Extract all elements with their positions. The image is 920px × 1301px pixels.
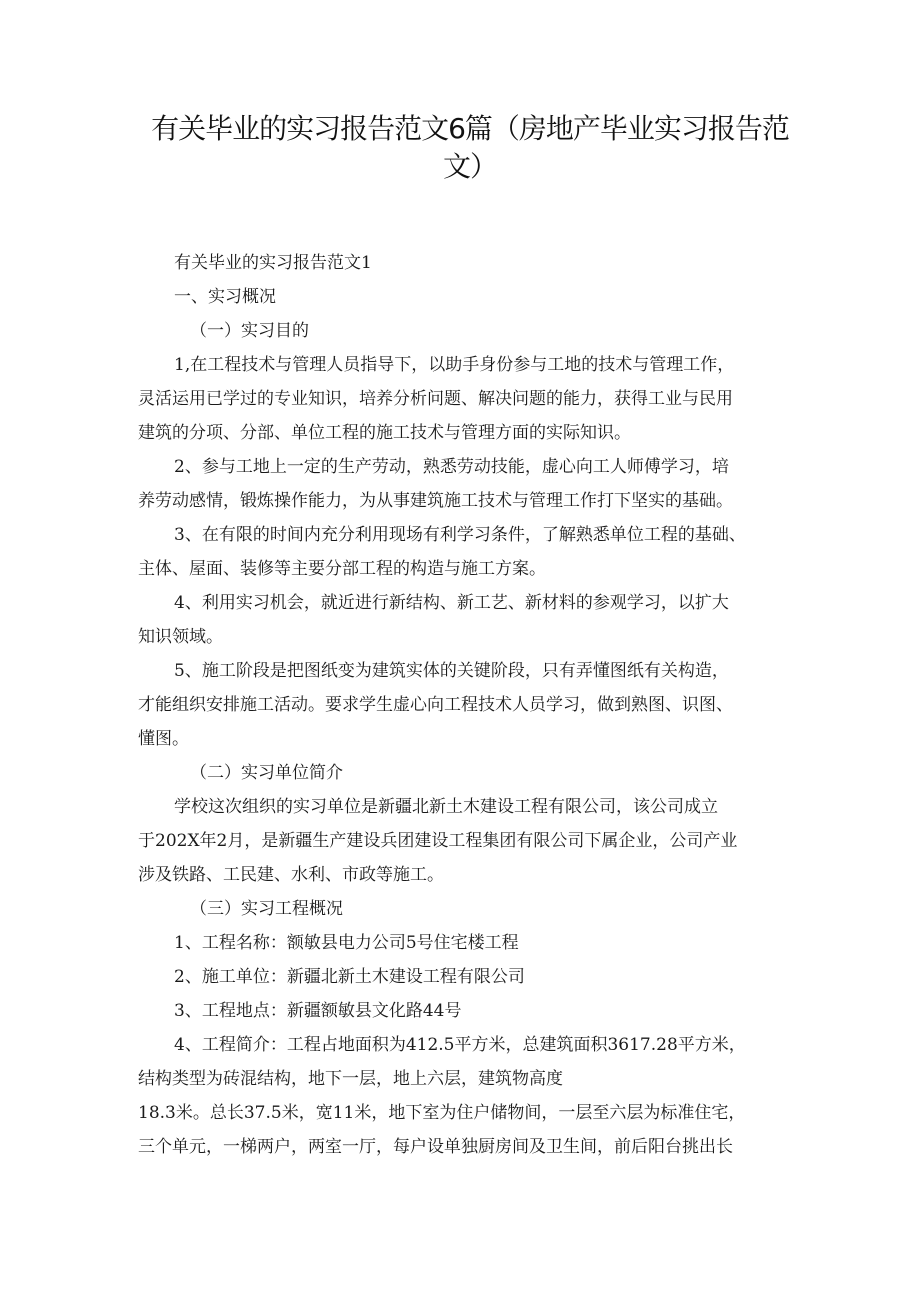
paragraph-line: 1、工程名称：额敏县电力公司5号住宅楼工程 (174, 933, 519, 953)
paragraph-line: 2、参与工地上一定的生产劳动，熟悉劳动技能，虚心向工人师傅学习，培 (174, 457, 729, 477)
paragraph-line: 有关毕业的实习报告范文1 (174, 253, 372, 273)
paragraph-line: （一）实习目的 (190, 321, 309, 341)
paragraph (138, 1028, 786, 1164)
paragraph-line: 灵活运用已学过的专业知识，培养分析问题、解决问题的能力，获得工业与民用 (138, 389, 733, 409)
paragraph (138, 926, 786, 960)
paragraph (138, 280, 786, 314)
paragraph-line: 于202X年2月，是新疆生产建设兵团建设工程集团有限公司下属企业，公司产业 (138, 831, 738, 851)
paragraph-line: 学校这次组织的实习单位是新疆北新土木建设工程有限公司，该公司成立 (174, 797, 718, 817)
paragraph-line: 懂图。 (138, 729, 189, 749)
paragraph-line: 主体、屋面、装修等主要分部工程的构造与施工方案。 (138, 559, 546, 579)
paragraph (138, 756, 786, 790)
paragraph (138, 790, 786, 892)
paragraph (138, 994, 786, 1028)
paragraph-line: 3、工程地点：新疆额敏县文化路44号 (174, 1001, 462, 1021)
paragraph (138, 960, 786, 994)
document-body (138, 246, 786, 1164)
paragraph (138, 518, 786, 586)
paragraph-line: 一、实习概况 (174, 287, 276, 307)
paragraph (138, 348, 786, 450)
paragraph-line: 4、利用实习机会，就近进行新结构、新工艺、新材料的参观学习，以扩大 (174, 593, 729, 613)
paragraph-line: 建筑的分项、分部、单位工程的施工技术与管理方面的实际知识。 (138, 423, 631, 443)
document-title: 有关毕业的实习报告范文6篇（房地产毕业实习报告范文） (151, 112, 789, 183)
paragraph-line: 3、在有限的时间内充分利用现场有利学习条件，了解熟悉单位工程的基础、 (174, 525, 746, 545)
paragraph-line: 4、工程简介：工程占地面积为412.5平方米，总建筑面积3617.28平方米， (174, 1035, 746, 1055)
paragraph-line: 知识领域。 (138, 627, 223, 647)
paragraph (138, 892, 786, 926)
paragraph-line: 涉及铁路、工民建、水利、市政等施工。 (138, 865, 444, 885)
paragraph-line: 才能组织安排施工活动。要求学生虚心向工程技术人员学习，做到熟图、识图、 (138, 695, 733, 715)
paragraph-line: （三）实习工程概况 (190, 899, 343, 919)
paragraph-line: 18.3米。总长37.5米，宽11米，地下室为住户储物间，一层至六层为标准住宅， (138, 1103, 746, 1123)
paragraph (138, 314, 786, 348)
paragraph-line: 三个单元，一梯两户，两室一厅，每户设单独厨房间及卫生间，前后阳台挑出长 (138, 1137, 733, 1157)
paragraph (138, 246, 786, 280)
paragraph (138, 450, 786, 518)
paragraph-line: 结构类型为砖混结构，地下一层，地上六层，建筑物高度 (138, 1069, 563, 1089)
paragraph-line: 5、施工阶段是把图纸变为建筑实体的关键阶段，只有弄懂图纸有关构造， (174, 661, 729, 681)
paragraph-line: 2、施工单位：新疆北新土木建设工程有限公司 (174, 967, 525, 987)
paragraph-line: 1,在工程技术与管理人员指导下，以助手身份参与工地的技术与管理工作， (174, 355, 735, 375)
paragraph (138, 654, 786, 756)
paragraph-line: （二）实习单位简介 (190, 763, 343, 783)
paragraph-line: 养劳动感情，锻炼操作能力，为从事建筑施工技术与管理工作打下坚实的基础。 (138, 491, 733, 511)
paragraph (138, 586, 786, 654)
